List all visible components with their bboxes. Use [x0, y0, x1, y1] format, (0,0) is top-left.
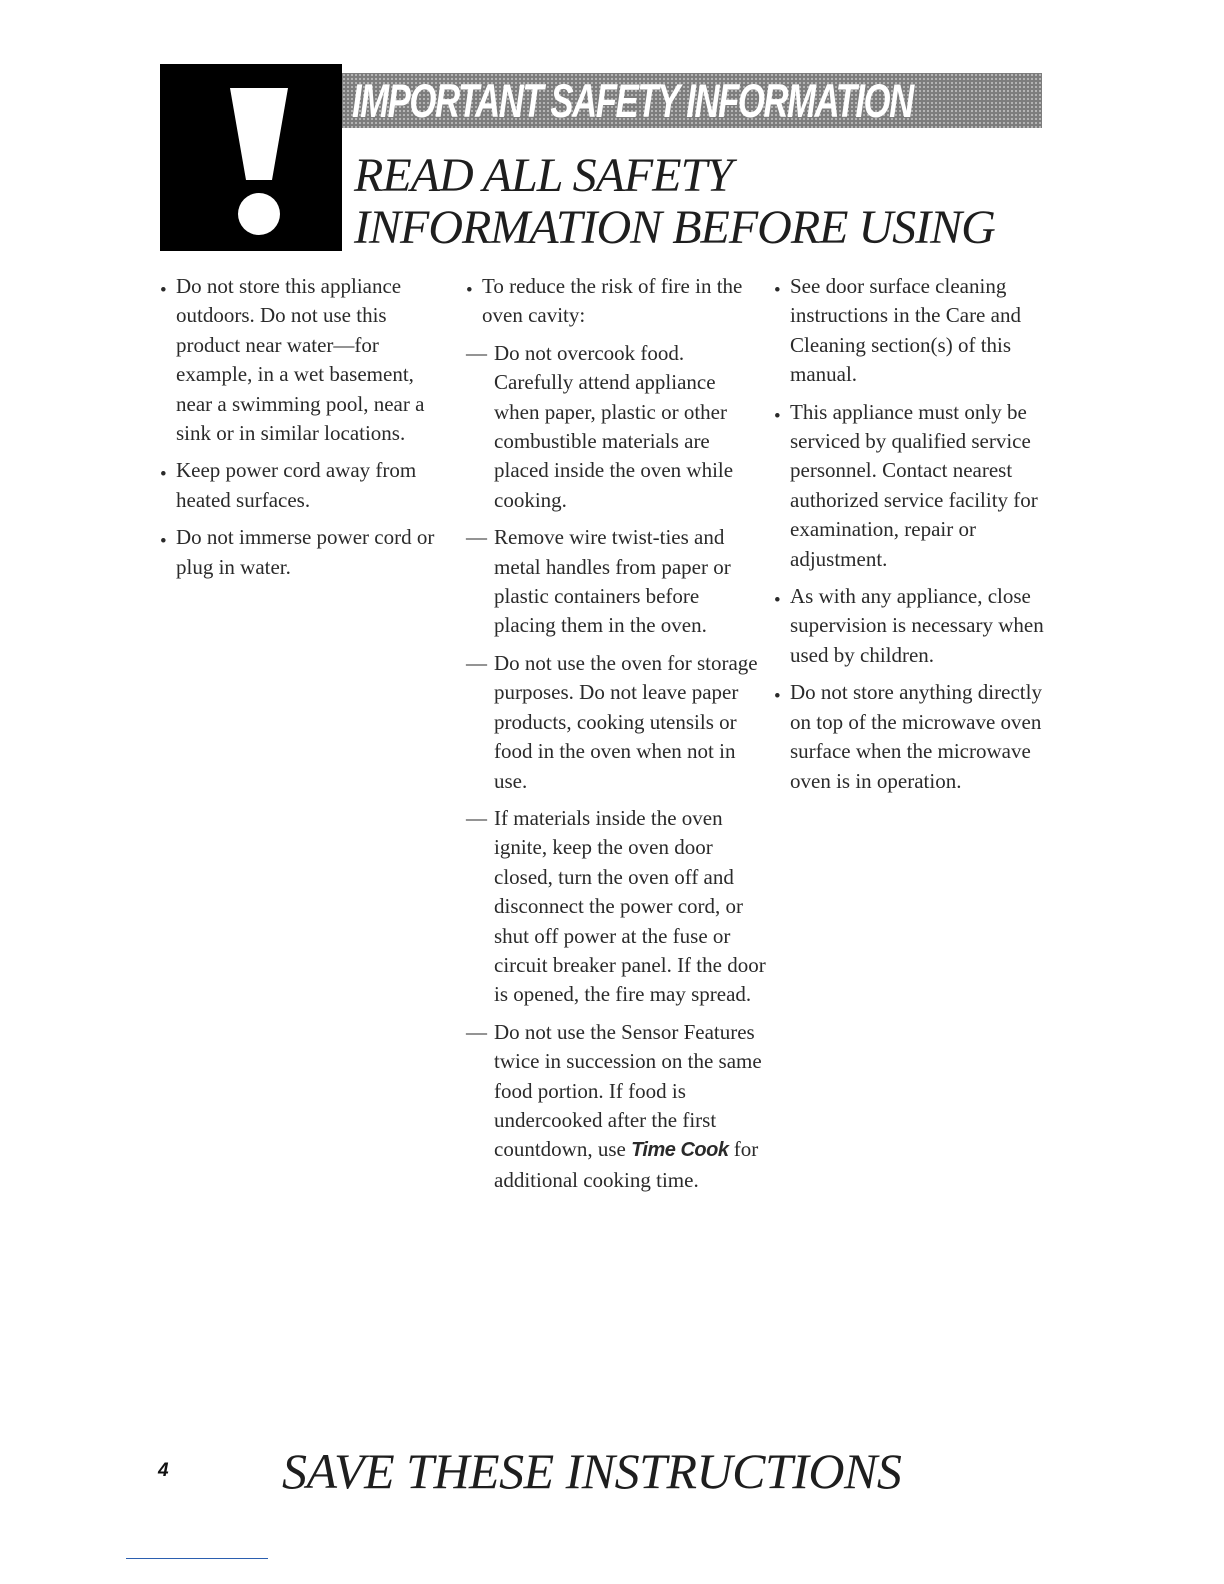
bullet: •	[466, 280, 473, 301]
item-text: See door surface cleaning instructions in the Care and Cleaning section(s) of this manual.	[790, 274, 1021, 387]
item-text-after: for additional cooking time.	[494, 1137, 759, 1192]
footer-rule	[126, 1558, 268, 1559]
heading-line-1: READ ALL SAFETY	[354, 149, 732, 202]
bullet: •	[160, 280, 167, 301]
bullet: •	[774, 590, 781, 612]
bullet: •	[774, 280, 781, 301]
sub-item	[466, 523, 766, 641]
sub-item	[466, 804, 766, 1010]
page-number: 4	[158, 1460, 169, 1481]
bullet: •	[160, 464, 167, 486]
list-item	[774, 272, 1064, 390]
item-text: If materials inside the oven ignite, keep the oven door closed, turn the oven off and disconnect the power cord, or shut off power at the fuse or circuit breaker panel. If the door is opened, the fire may spread.	[494, 805, 766, 1007]
dash: —	[466, 805, 487, 830]
banner-title: IMPORTANT SAFETY INFORMATION	[352, 74, 913, 127]
column-3	[774, 272, 1064, 804]
bullet: •	[774, 686, 781, 708]
sub-item	[466, 1018, 766, 1195]
item-text: Do not store anything directly on top of the microwave oven surface when the microwave oven is in operation.	[790, 680, 1042, 793]
exclamation-icon	[160, 64, 342, 251]
sub-item	[466, 649, 766, 796]
heading-line-2: INFORMATION BEFORE USING	[354, 201, 995, 254]
sub-item	[466, 339, 766, 515]
item-text-before: Do not use the Sensor Features twice in succession on the same food portion. If food is undercooked after the first countdown, use	[494, 1019, 762, 1162]
list-item	[466, 272, 766, 331]
list-item	[774, 398, 1064, 574]
item-text: Do not overcook food. Carefully attend appliance when paper, plastic or other combustible materials are placed inside the oven while cooking.	[494, 340, 734, 512]
item-text: As with any appliance, close supervision is necessary when used by children.	[790, 584, 1044, 667]
list-item	[774, 582, 1064, 670]
item-text: To reduce the risk of fire in the oven cavity:	[482, 274, 743, 328]
warning-block	[160, 64, 342, 251]
column-1	[160, 272, 450, 590]
item-text: Do not immerse power cord or plug in water.	[176, 525, 435, 579]
column-2	[466, 272, 766, 1203]
page-heading	[354, 150, 995, 254]
dash: —	[466, 1019, 487, 1044]
item-text: Remove wire twist-ties and metal handles from paper or plastic containers before placing them in the oven.	[494, 525, 731, 638]
footer-title: SAVE THESE INSTRUCTIONS	[282, 1443, 902, 1499]
item-text: Do not store this appliance outdoors. Do not use this product near water—for example, in a wet basement, near a swimming pool, near a sink or in similar locations.	[176, 274, 425, 446]
item-text: Do not use the oven for storage purposes. Do not leave paper products, cooking utensils or food in the oven when not in use.	[494, 650, 758, 793]
bullet: •	[160, 531, 167, 553]
dash: —	[466, 650, 487, 675]
list-item	[160, 456, 450, 515]
list-item	[160, 272, 450, 448]
item-text: Keep power cord away from heated surfaces.	[176, 458, 417, 512]
dash: —	[466, 525, 487, 550]
list-item	[160, 523, 450, 582]
dash: —	[466, 340, 487, 365]
time-cook-label: Time Cook	[631, 1139, 729, 1162]
list-item	[774, 678, 1064, 796]
bullet: •	[774, 405, 781, 427]
item-text: This appliance must only be serviced by qualified service personnel. Contact nearest authorized service facility for examination, repair or adjustment.	[790, 399, 1038, 571]
